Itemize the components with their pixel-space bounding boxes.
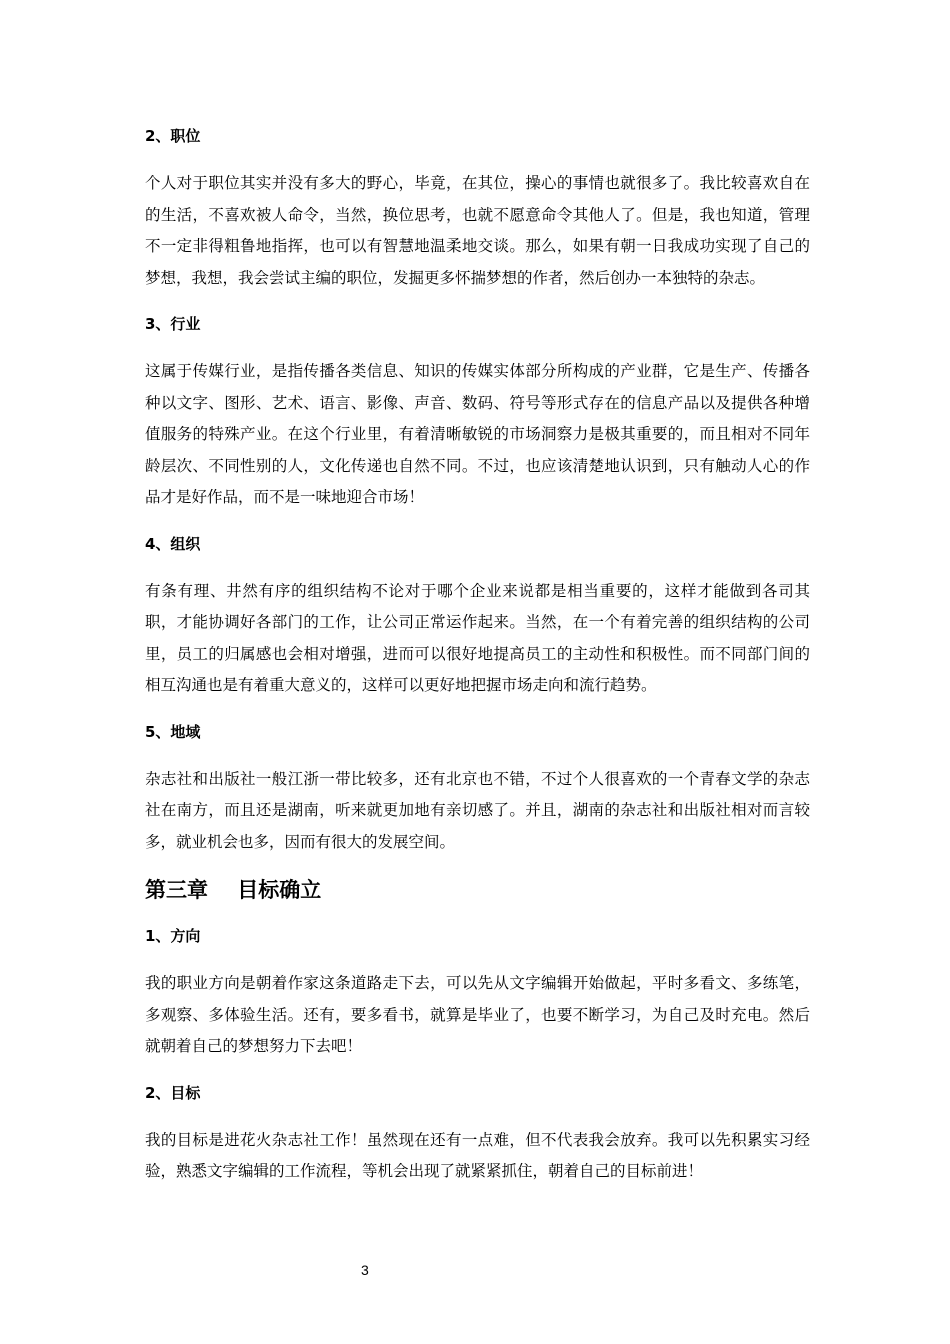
section-paragraph-region: 杂志社和出版社一般江浙一带比较多，还有北京也不错，不过个人很喜欢的一个青春文学的杂志社在南方，而且还是湖南，听来就更加地有亲切感了。并且，湖南的杂志社和出版社相对而言较多，就业机会也多，因而有很大的发展空间。 [145,769,810,851]
section-paragraph-industry: 这属于传媒行业，是指传播各类信息、知识的传媒实体部分所构成的产业群，它是生产、传播各种以文字、图形、艺术、语言、影像、声音、数码、符号等形式存在的信息产品以及提供各种增值服务的特殊产业。在这个行业里，有着清晰敏锐的市场洞察力是极其重要的，而且相对不同年龄层次、不同性别的人，文化传递也自然不同。不过，也应该清楚地认识到，只有触动人心的作品才是好作品，而不是一味地迎合市场！ [145,362,810,506]
section-heading-region: 5、地域 [145,722,201,741]
section-heading-goal: 2、目标 [145,1083,201,1102]
section-paragraph-position: 个人对于职位其实并没有多大的野心，毕竟，在其位，操心的事情也就很多了。我比较喜欢自在的生活，不喜欢被人命令，当然，换位思考，也就不愿意命令其他人了。但是，我也知道，管理不一定非得粗鲁地指挥，也可以有智慧地温柔地交谈。那么，如果有朝一日我成功实现了自己的梦想，我想，我会尝试主编的职位，发掘更多怀揣梦想的作者，然后创办一本独特的杂志。 [145,174,810,287]
section-heading-position: 2、职位 [145,127,201,145]
section-paragraph-direction: 我的职业方向是朝着作家这条道路走下去，可以先从文字编辑开始做起，平时多看文、多练笔，多观察、多体验生活。还有，要多看书，就算是毕业了，也要不断学习，为自己及时充电。然后就朝着自己的梦想努力下去吧！ [145,974,810,1055]
page-number: 3 [361,1262,369,1278]
page-content [145,122,810,1204]
section-paragraph-goal: 我的目标是进花火杂志社工作！虽然现在还有一点难，但不代表我会放弃。我可以先积累实习经验，熟悉文字编辑的工作流程，等机会出现了就紧紧抓住，朝着自己的目标前进！ [145,1130,810,1180]
section-heading-industry: 3、行业 [145,315,201,333]
section-heading-organization: 4、组织 [145,534,201,553]
section-heading-direction: 1、方向 [145,927,201,945]
section-paragraph-organization: 有条有理、井然有序的组织结构不论对于哪个企业来说都是相当重要的，这样才能做到各司其职，才能协调好各部门的工作，让公司正常运作起来。当然，在一个有着完善的组织结构的公司里，员工的归属感也会相对增强，进而可以很好地提高员工的主动性和积极性。而不同部门间的相互沟通也是有着重大意义的，这样可以更好地把握市场走向和流行趋势。 [145,581,810,694]
chapter-title: 第三章 目标确立 [145,878,322,902]
